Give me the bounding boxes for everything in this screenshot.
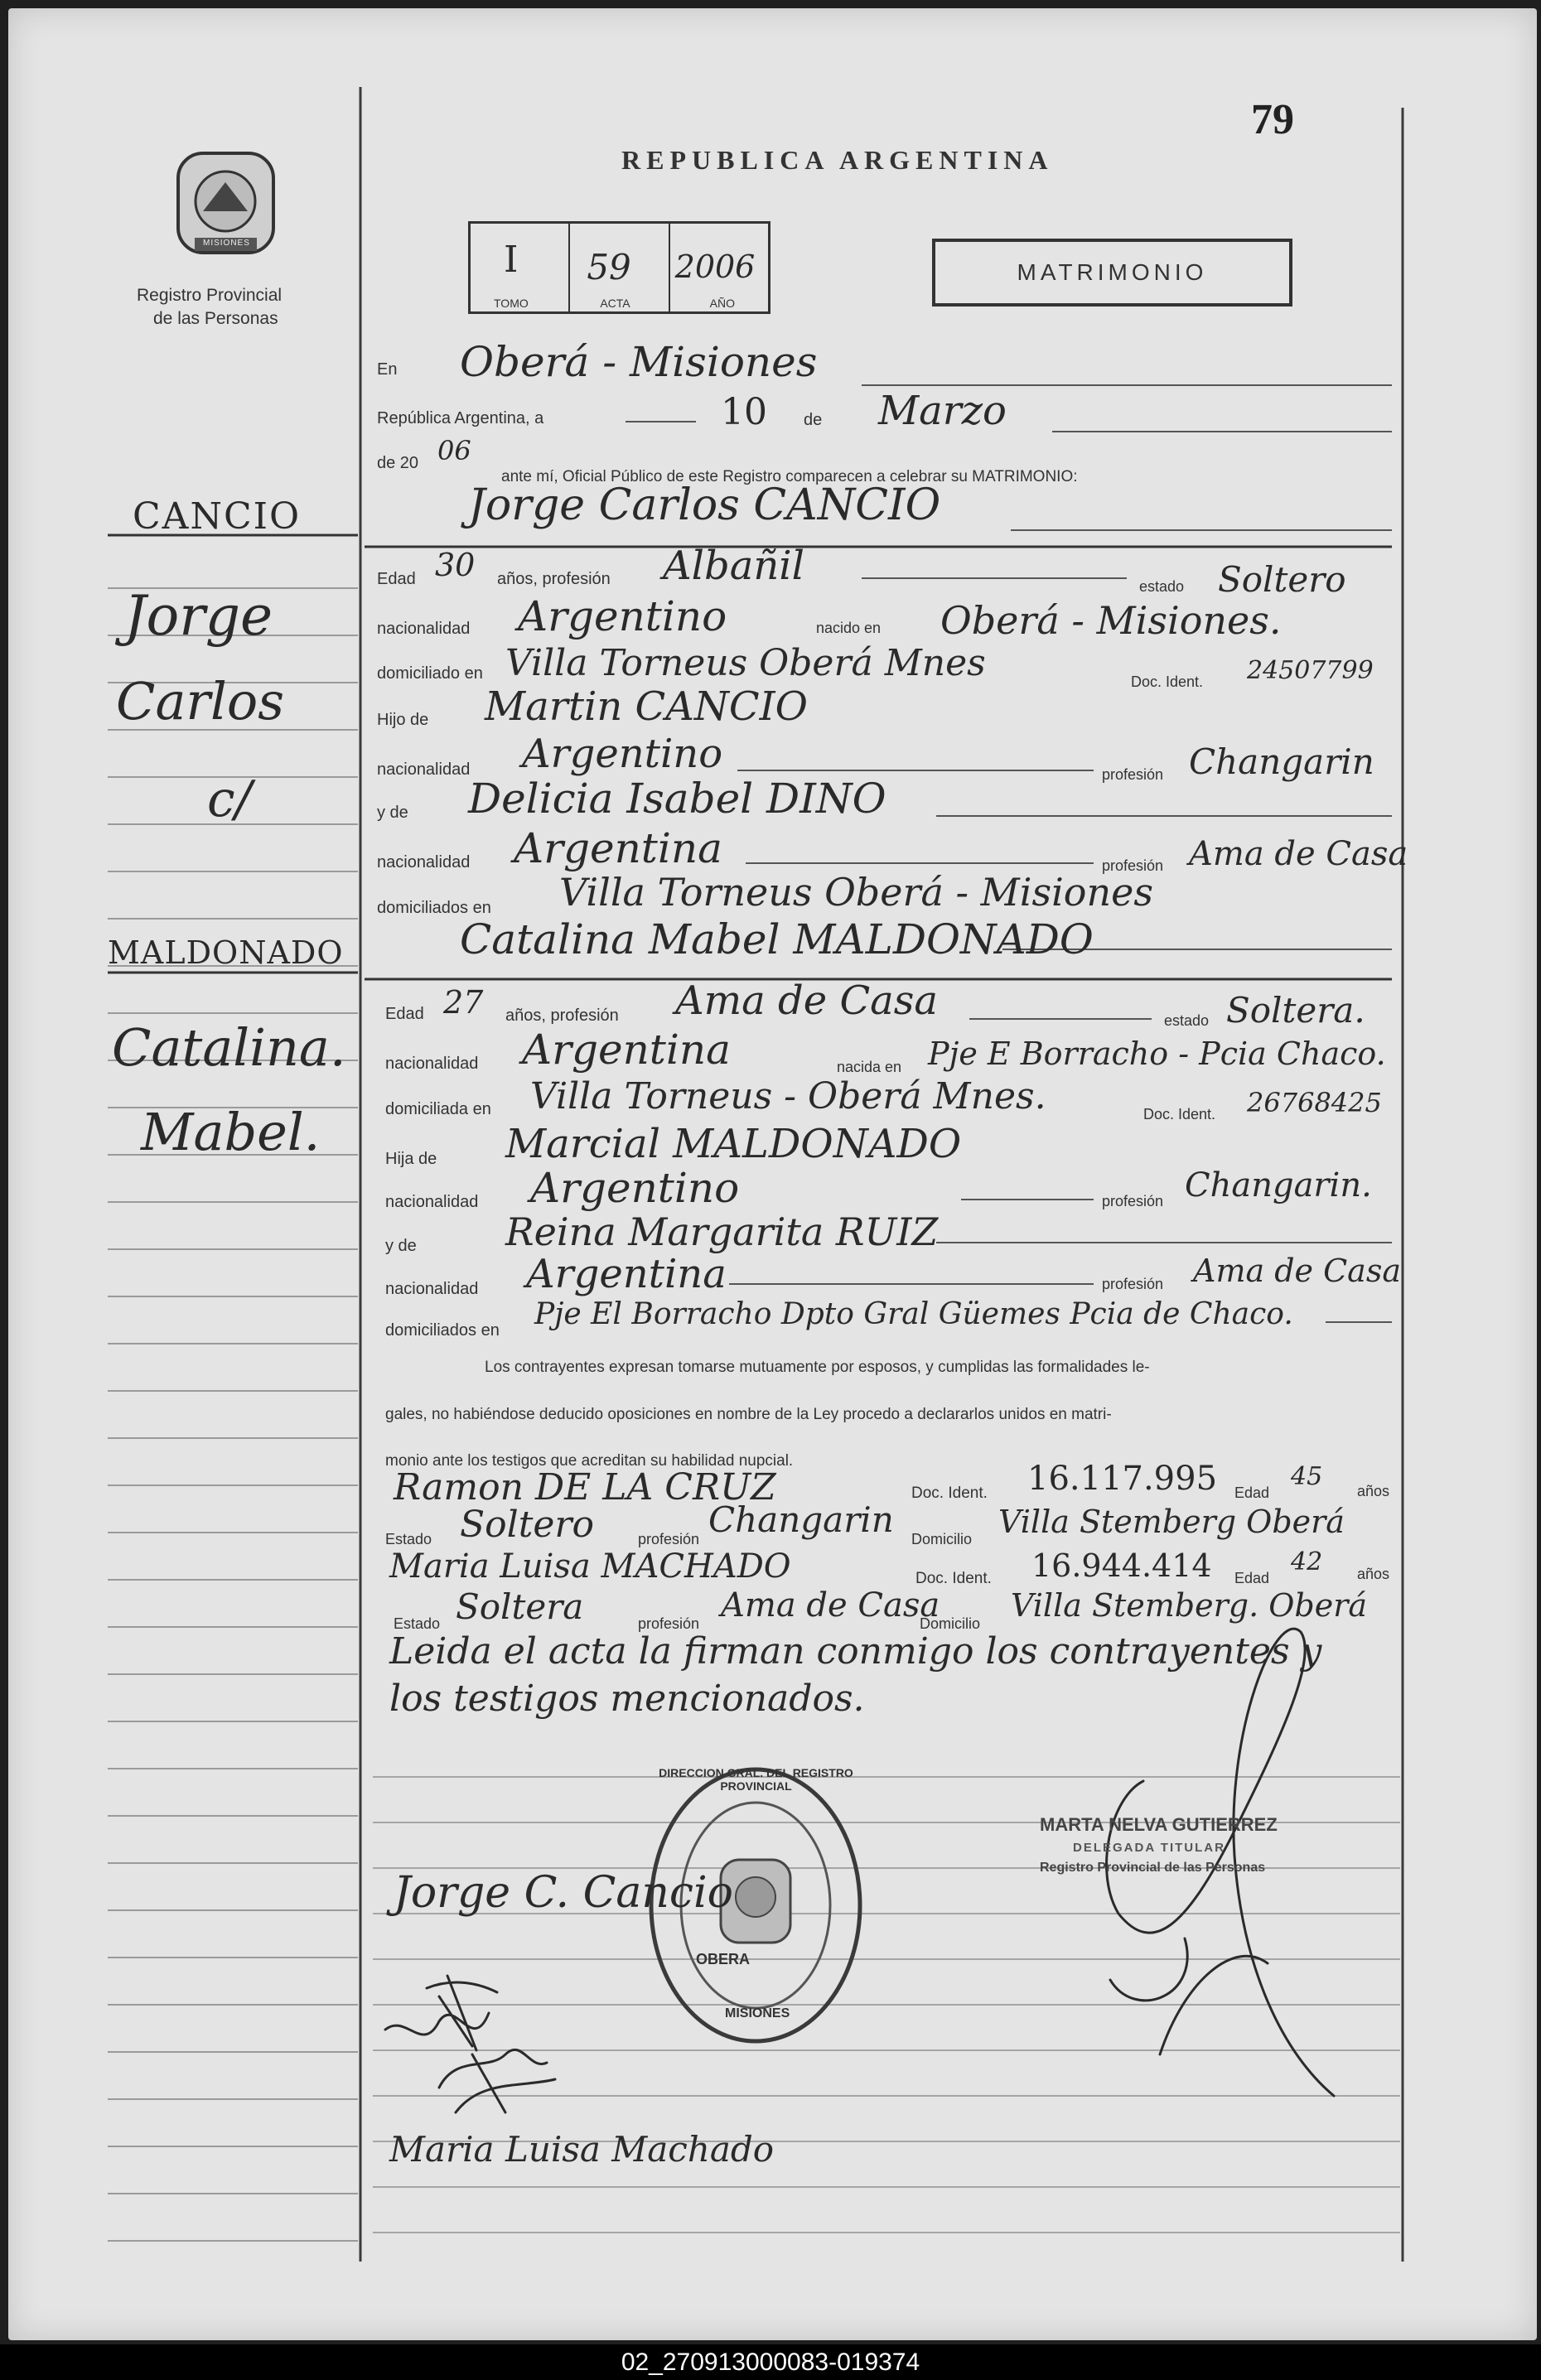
- groom-domicilio-label: domiciliado en: [377, 664, 483, 683]
- stamp-ring-text: DIRECCION GRAL. DEL REGISTRO PROVINCIAL: [659, 1766, 853, 1793]
- margin-bride-given1: Catalina.: [112, 1017, 346, 1078]
- witness1-anos-label: años: [1357, 1483, 1390, 1499]
- witness2-status: Soltera: [456, 1586, 584, 1627]
- groom-parents-address: Villa Torneus Oberá - Misiones: [559, 870, 1153, 915]
- bride-mother-nationality: Argentina: [526, 1251, 727, 1297]
- bride-address: Villa Torneus - Oberá Mnes.: [530, 1075, 1046, 1118]
- witness1-age: 45: [1291, 1462, 1323, 1491]
- witness2-anos-label: años: [1357, 1566, 1390, 1582]
- witness1-doc: 16.117.995: [1027, 1460, 1218, 1498]
- groom-father-prof-label: profesión: [1102, 766, 1164, 783]
- ano-cell: [670, 224, 768, 311]
- groom-doc: 24507799: [1247, 656, 1374, 685]
- scan-caption-bar: [0, 2344, 1541, 2380]
- witness1-address: Villa Stemberg Oberá: [998, 1504, 1345, 1540]
- witness1-status: Soltero: [460, 1504, 594, 1546]
- bride-hija-label: Hija de: [385, 1150, 437, 1168]
- bride-mother-nat-label: nacionalidad: [385, 1280, 479, 1298]
- groom-name: Jorge Carlos CANCIO: [468, 480, 941, 530]
- groom-nationality: Argentino: [518, 592, 727, 640]
- witness1-domicilio-label: Domicilio: [911, 1531, 973, 1547]
- witness2-address: Villa Stemberg. Oberá: [1011, 1587, 1368, 1624]
- bride-parents-address: Pje El Borracho Dpto Gral Güemes Pcia de Chaco.: [534, 1297, 1293, 1331]
- groom-estado-label: estado: [1139, 578, 1185, 595]
- tomo-value: I: [504, 239, 519, 281]
- official-title: DELEGADA TITULAR: [1073, 1841, 1225, 1855]
- agency-name-line2: de las Personas: [153, 309, 278, 328]
- provincial-seal-emblem: [170, 145, 282, 265]
- witness2-domicilio-label: Domicilio: [920, 1615, 981, 1632]
- witness1-edad-label: Edad: [1234, 1484, 1270, 1501]
- witness2-doc-label: Doc. Ident.: [915, 1570, 992, 1587]
- official-office: Registro Provincial de las Personas: [1040, 1861, 1266, 1875]
- groom-edad-label: Edad: [377, 570, 416, 588]
- groom-nacionalidad-label: nacionalidad: [377, 620, 471, 638]
- witness2-estado-label: Estado: [394, 1615, 441, 1632]
- margin-groom-given2: Carlos: [116, 671, 285, 731]
- bride-nacida-label: nacida en: [837, 1059, 902, 1075]
- groom-signature: Jorge C. Cancio: [394, 1868, 733, 1918]
- groom-hijo-label: Hijo de: [377, 711, 429, 729]
- tomo-cell: [471, 224, 570, 311]
- groom-parents-dom-label: domiciliados en: [377, 899, 491, 917]
- en-label: En: [377, 360, 398, 379]
- day-value: 10: [721, 391, 767, 433]
- year-suffix: 06: [437, 435, 471, 466]
- witness2-doc: 16.944.414: [1031, 1547, 1212, 1584]
- groom-mother-nationality: Argentina: [514, 824, 722, 872]
- bride-nationality: Argentina: [522, 1026, 731, 1074]
- page-number: 79: [1251, 96, 1294, 143]
- witness2-profession: Ama de Casa: [721, 1586, 940, 1624]
- day-month-connector: de: [804, 411, 823, 429]
- groom-father-profession: Changarin: [1189, 741, 1374, 782]
- groom-age: 30: [435, 547, 476, 583]
- closing-line2: los testigos mencionados.: [389, 1678, 865, 1720]
- bride-domicilio-label: domiciliada en: [385, 1100, 491, 1118]
- country-heading: REPUBLICA ARGENTINA: [621, 145, 1054, 175]
- bride-estado-label: estado: [1164, 1012, 1210, 1029]
- bride-mother: Reina Margarita RUIZ: [505, 1209, 939, 1254]
- bride-nacionalidad-label: nacionalidad: [385, 1055, 479, 1073]
- groom-mother-y-de-label: y de: [377, 804, 408, 822]
- certificate-page: [8, 8, 1537, 2340]
- ano-value: 2006: [674, 249, 756, 285]
- groom-nacido-label: nacido en: [816, 620, 882, 636]
- declaration-line3: monio ante los testigos que acreditan su habilidad nupcial.: [385, 1452, 794, 1470]
- bride-mother-profession: Ama de Casa: [1193, 1253, 1401, 1289]
- bride-edad-label: Edad: [385, 1005, 424, 1023]
- witness1-profesion-label: profesión: [638, 1531, 700, 1547]
- month-value: Marzo: [878, 388, 1007, 434]
- witness1-doc-label: Doc. Ident.: [911, 1484, 988, 1502]
- record-type-box: [932, 239, 1292, 307]
- groom-father-nationality: Argentino: [522, 731, 723, 777]
- groom-mother-nat-label: nacionalidad: [377, 853, 471, 871]
- declaration-line2: gales, no habiéndose deducido oposiciones en nombre de la Ley procedo a declararlos unidos en matri-: [385, 1406, 1112, 1423]
- agency-name-line1: Registro Provincial: [137, 286, 283, 305]
- seal-label: MISIONES: [203, 239, 250, 248]
- bride-father-nationality: Argentino: [530, 1164, 740, 1212]
- bride-mother-y-de-label: y de: [385, 1237, 417, 1255]
- groom-address: Villa Torneus Oberá Mnes: [505, 642, 986, 684]
- bride-father: Marcial MALDONADO: [505, 1121, 962, 1167]
- witness1-profession: Changarin: [708, 1499, 894, 1540]
- witness2-age: 42: [1291, 1547, 1323, 1576]
- margin-bride-surname: MALDONADO: [108, 934, 344, 971]
- bride-anos-profesion-label: años, profesión: [505, 1007, 619, 1025]
- stamp-center-text1: OBERA: [696, 1951, 751, 1967]
- witness-signature: Maria Luisa Machado: [389, 2129, 775, 2170]
- groom-doc-label: Doc. Ident.: [1131, 673, 1204, 690]
- groom-mother-profession: Ama de Casa: [1189, 835, 1408, 873]
- witness1-name: Ramon DE LA CRUZ: [394, 1466, 776, 1509]
- bride-profession: Ama de Casa: [675, 978, 939, 1024]
- republica-label: República Argentina, a: [377, 409, 544, 427]
- witness2-edad-label: Edad: [1234, 1570, 1270, 1586]
- record-number-box: [468, 221, 770, 314]
- bride-age: 27: [443, 984, 484, 1021]
- acta-cell: [570, 224, 669, 311]
- witness2-profesion-label: profesión: [638, 1615, 700, 1632]
- bride-status: Soltera.: [1226, 990, 1365, 1031]
- declaration-line1: Los contrayentes expresan tomarse mutuamente por esposos, y cumplidas las formalidades le-: [485, 1359, 1150, 1376]
- bride-doc: 26768425: [1247, 1087, 1382, 1118]
- official-name: MARTA NELVA GUTIERREZ: [1040, 1814, 1278, 1835]
- place-value: Oberá - Misiones: [460, 338, 818, 386]
- bride-father-nat-label: nacionalidad: [385, 1193, 479, 1211]
- margin-conjunction: c/: [207, 770, 252, 828]
- groom-birthplace: Oberá - Misiones.: [940, 598, 1282, 643]
- ano-label: AÑO: [709, 297, 735, 310]
- groom-father: Martin CANCIO: [485, 683, 808, 730]
- margin-groom-surname: CANCIO: [133, 495, 302, 538]
- acta-label: ACTA: [600, 297, 630, 310]
- bride-name: Catalina Mabel MALDONADO: [460, 915, 1094, 963]
- margin-groom-given1: Jorge: [124, 584, 273, 648]
- bride-mother-prof-label: profesión: [1102, 1276, 1164, 1292]
- witness2-name: Maria Luisa MACHADO: [389, 1547, 791, 1586]
- groom-profession: Albañil: [663, 543, 804, 589]
- intro-statement: ante mí, Oficial Público de este Registro comparecen a celebrar su MATRIMONIO:: [501, 468, 1078, 485]
- bride-father-profession: Changarin.: [1185, 1166, 1372, 1204]
- groom-anos-profesion-label: años, profesión: [497, 570, 611, 588]
- tomo-label: TOMO: [494, 297, 529, 310]
- bride-doc-label: Doc. Ident.: [1143, 1106, 1216, 1122]
- groom-status: Soltero: [1218, 559, 1346, 600]
- bride-birthplace: Pje E Borracho - Pcia Chaco.: [928, 1036, 1386, 1072]
- record-type-label: MATRIMONIO: [1017, 259, 1208, 285]
- closing-line1: Leida el acta la firman conmigo los contrayentes y: [389, 1630, 1322, 1673]
- stamp-center-text2: MISIONES: [725, 2006, 790, 2020]
- scan-caption: 02_270913000083-019374: [621, 2349, 920, 2376]
- margin-bride-given2: Mabel.: [141, 1102, 321, 1162]
- year-prefix: de 20: [377, 454, 419, 472]
- groom-mother: Delicia Isabel DINO: [468, 775, 886, 823]
- acta-value: 59: [587, 247, 631, 287]
- groom-father-nat-label: nacionalidad: [377, 760, 471, 779]
- bride-father-prof-label: profesión: [1102, 1193, 1164, 1209]
- bride-parents-dom-label: domiciliados en: [385, 1321, 500, 1340]
- groom-mother-prof-label: profesión: [1102, 857, 1164, 874]
- witness1-estado-label: Estado: [385, 1531, 432, 1547]
